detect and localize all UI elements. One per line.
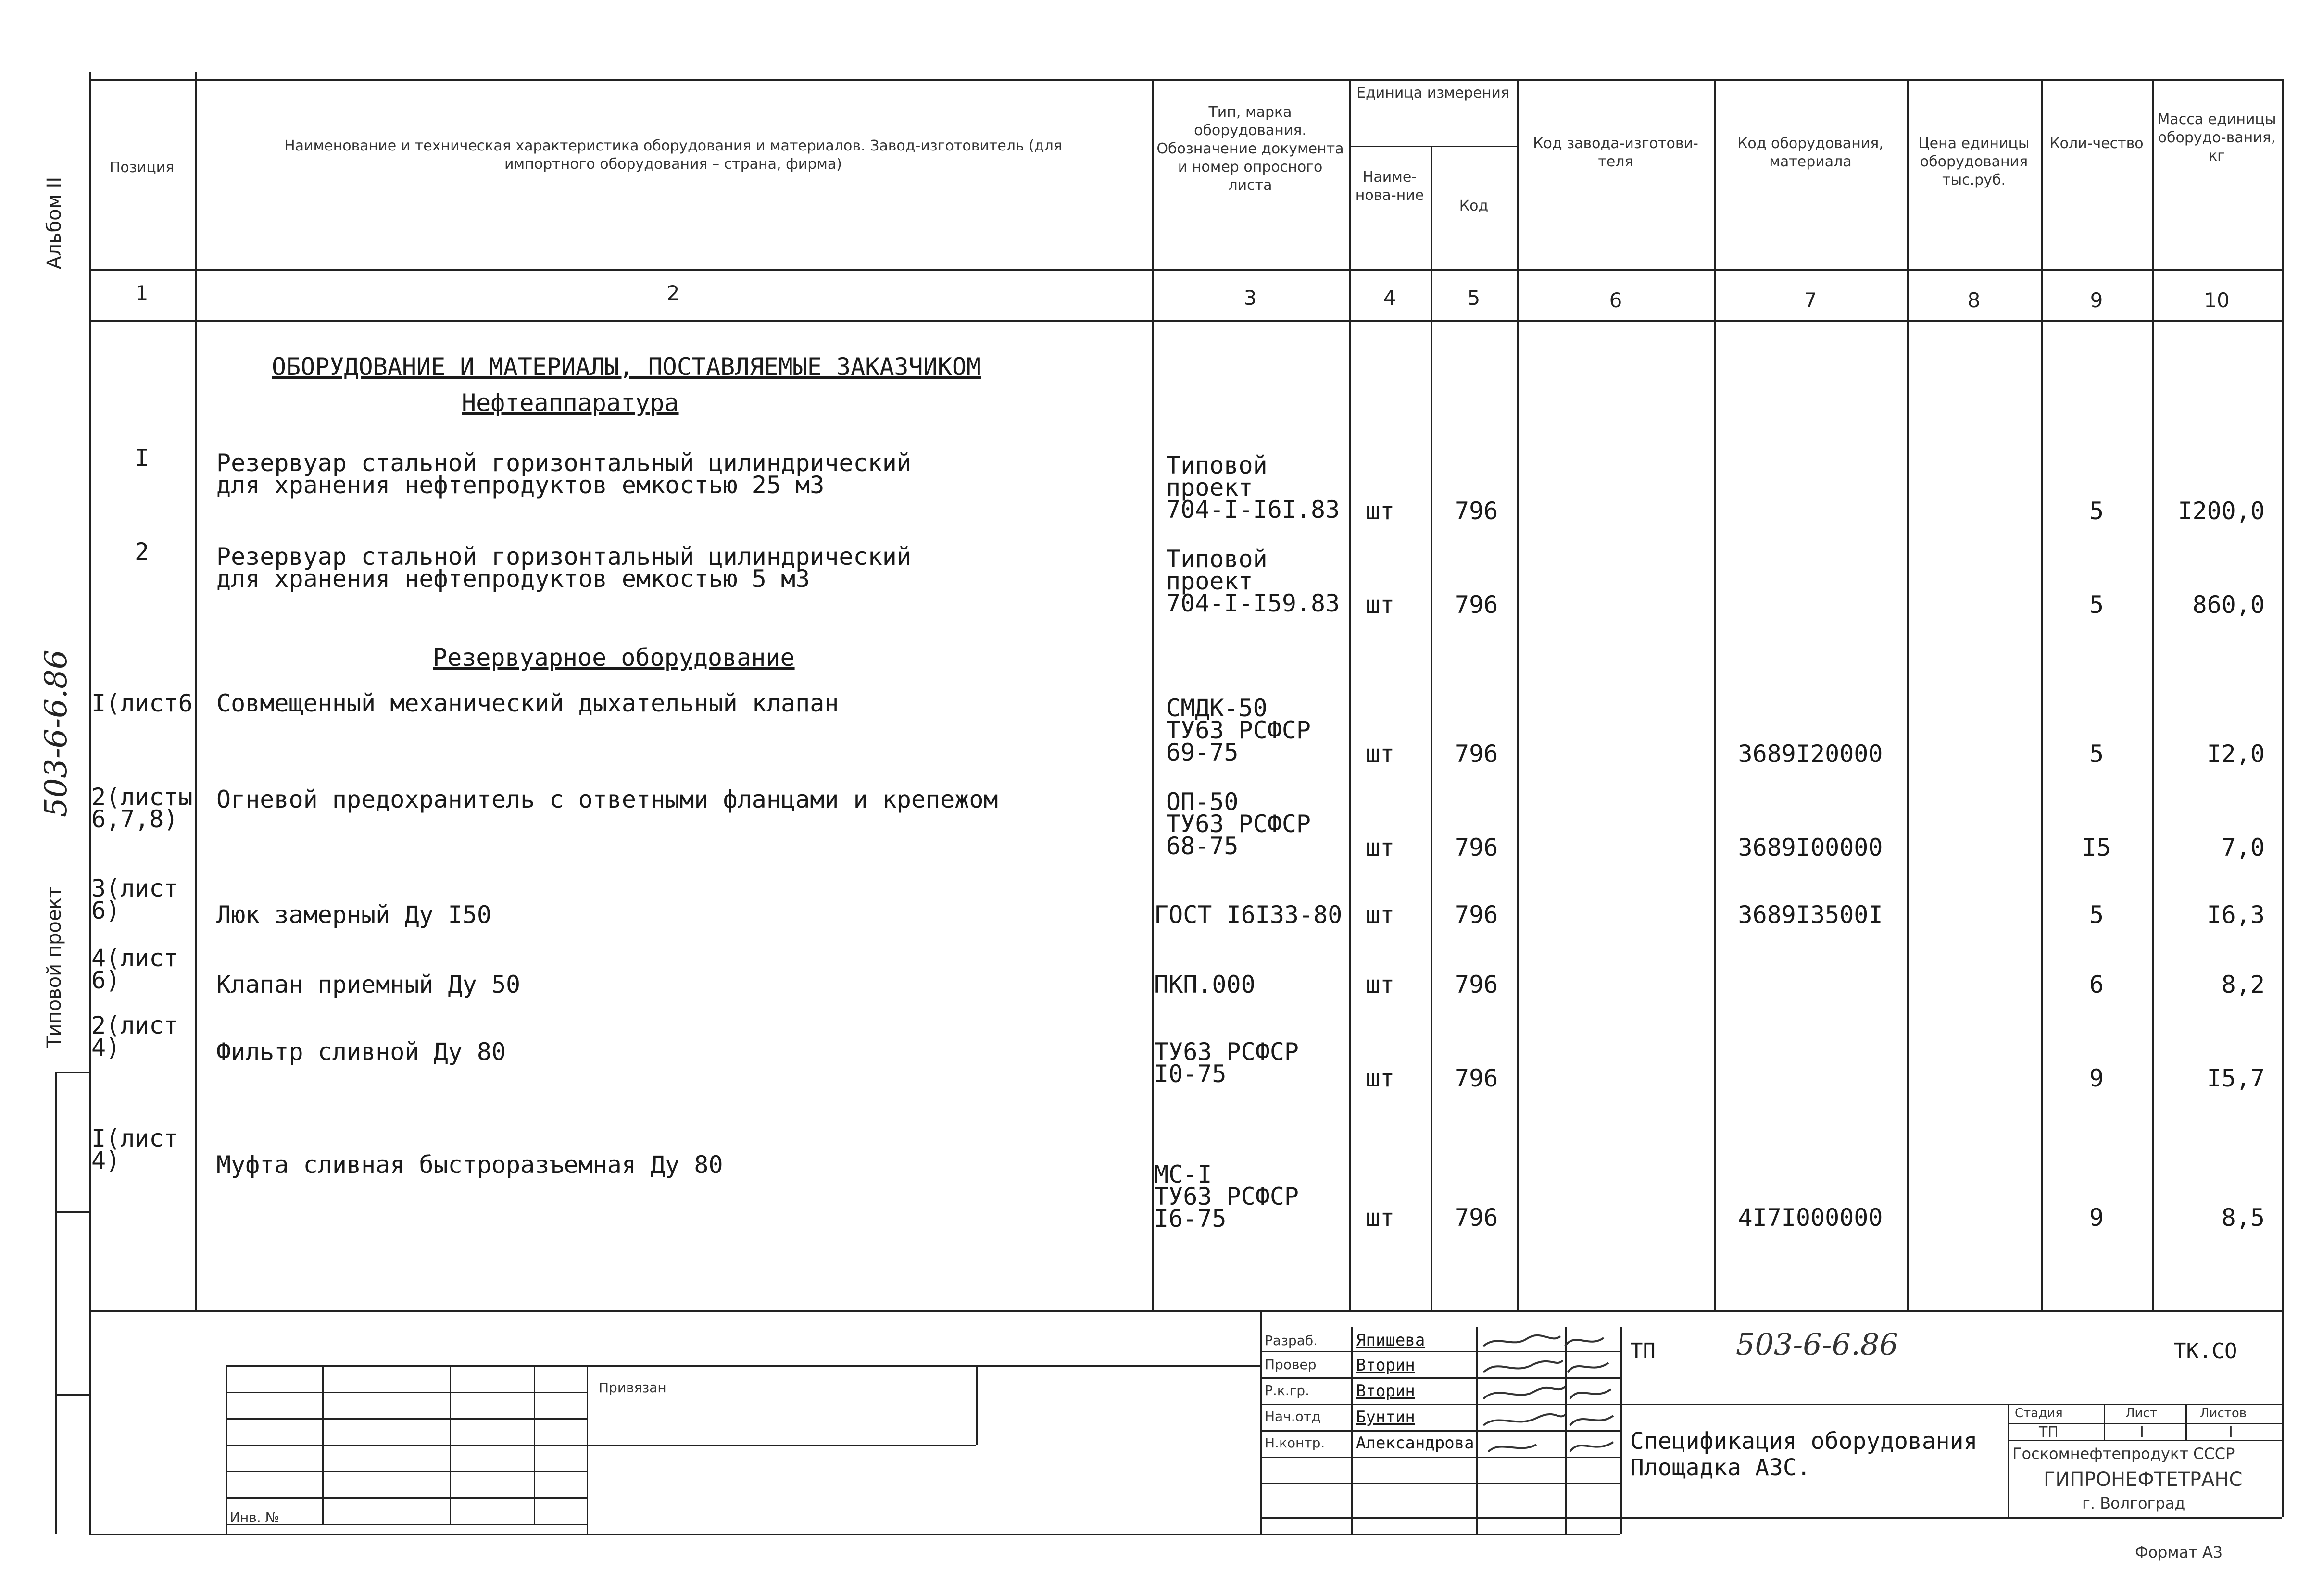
header-position: Позиция [109, 159, 175, 176]
row-unit: шт [1366, 901, 1395, 929]
doc-title-line1: Спецификация оборудования [1630, 1428, 1978, 1455]
section-subtitle: Нефтеаппаратура [462, 389, 679, 417]
sheets-value: I [2229, 1424, 2233, 1441]
header-maker-code: Код завода-изготови-теля [1533, 135, 1698, 170]
row-mass: 8,2 [2221, 971, 2265, 998]
header-name: Наименование и техническая характеристика оборудования и материалов. Завод-изготовитель (для импортного оборудования – страна, фирма) [284, 137, 1062, 173]
row-qty: 5 [2089, 901, 2104, 929]
row-qty: 5 [2089, 740, 2104, 768]
row-name: Совмещенный механический дыхательный клапан [216, 689, 839, 717]
format-label: Формат А3 [2135, 1543, 2223, 1561]
sheets-label: Листов [2200, 1406, 2247, 1421]
row-unit-code: 796 [1455, 1204, 1498, 1232]
sheet-value: I [2140, 1424, 2144, 1441]
stage-value: ТП [2039, 1424, 2059, 1441]
row-position: 2(листы 6,7,8) [91, 783, 193, 833]
row-mass: I200,0 [2178, 497, 2265, 525]
header-unit-name: Наиме-нова-ние [1355, 169, 1424, 204]
row-type: СМДК-50 ТУ63 РСФСР 69-75 [1166, 694, 1311, 766]
name-norm-control: Александрова [1356, 1434, 1474, 1453]
header-mass: Масса единицы оборудо-вания, кг [2157, 111, 2276, 164]
row-unit: шт [1366, 834, 1395, 861]
row-type: ТУ63 РСФСР I0-75 [1154, 1038, 1299, 1088]
row-position: 3(лист 6) [91, 874, 178, 924]
row-name: Клапан приемный Ду 50 [216, 971, 521, 998]
row-mass: 860,0 [2192, 591, 2265, 619]
header-qty: Коли-чество [2049, 135, 2144, 152]
row-unit-code: 796 [1455, 901, 1498, 929]
org-line3: г. Волгоград [2082, 1494, 2185, 1512]
row-position: 2(лист 4) [91, 1011, 178, 1061]
row-qty: 5 [2089, 591, 2104, 619]
col-num-8: 8 [1967, 288, 1981, 312]
row-unit: шт [1366, 740, 1395, 768]
row-type: ГОСТ I6I33-80 [1154, 901, 1343, 929]
col-num-7: 7 [1804, 288, 1817, 312]
project-type-label: Типовой проект [43, 886, 65, 1048]
row-position: 4(лист 6) [91, 944, 178, 994]
row-type: ПКП.000 [1154, 971, 1256, 998]
org-line2: ГИПРОНЕФТЕТРАНС [2044, 1469, 2243, 1491]
inv-label: Инв. № [230, 1509, 279, 1525]
role-checker: Провер [1265, 1357, 1317, 1372]
header-unit-group: Единица измерения [1356, 85, 1509, 101]
header-unit-code: Код [1459, 198, 1489, 214]
row-unit-code: 796 [1455, 591, 1498, 619]
org-line1: Госкомнефтепродукт СССР [2012, 1445, 2235, 1463]
row-unit: шт [1366, 591, 1395, 619]
row-equip-code: 4I7I000000 [1738, 1204, 1883, 1232]
doc-title-line2: Площадка АЗС. [1630, 1454, 1811, 1481]
role-dept-head: Нач.отд [1265, 1409, 1321, 1424]
row-type: Типовой проект 704-I-I59.83 [1166, 545, 1340, 617]
row-mass: I6,3 [2207, 901, 2265, 929]
row-name: Резервуар стальной горизонтальный цилиндрический для хранения нефтепродуктов емкостью 5 м3 [216, 543, 911, 593]
album-label: Альбом II [43, 176, 65, 269]
row-name: Люк замерный Ду I50 [216, 901, 491, 929]
col-num-1: 1 [135, 281, 149, 305]
stage-label: Стадия [2015, 1406, 2063, 1421]
row-qty: I5 [2082, 834, 2111, 861]
col-num-2: 2 [666, 281, 680, 305]
name-developer: Япишева [1356, 1331, 1425, 1350]
margin-code: 503-6-6.86 [38, 649, 74, 817]
role-group-head: Р.к.гр. [1265, 1383, 1309, 1398]
row-unit-code: 796 [1455, 740, 1498, 768]
row-unit: шт [1366, 1204, 1395, 1232]
sheet-label: Лист [2125, 1406, 2157, 1421]
col-num-3: 3 [1243, 286, 1257, 310]
row-unit-code: 796 [1455, 971, 1498, 998]
header-type: Тип, марка оборудования. Обозначение документа и номер опросного листа [1156, 104, 1344, 194]
name-checker: Вторин [1356, 1356, 1415, 1375]
row-unit: шт [1366, 497, 1395, 525]
header-price: Цена единицы оборудования тыс.руб. [1918, 135, 2030, 188]
sheet-code: ТК.СО [2173, 1339, 2237, 1363]
row-name: Фильтр сливной Ду 80 [216, 1038, 506, 1066]
row-name: Муфта сливная быстроразъемная Ду 80 [216, 1151, 723, 1179]
role-developer: Разраб. [1265, 1333, 1318, 1348]
role-norm-control: Н.контр. [1265, 1435, 1325, 1451]
row-position: I(лист 4) [91, 1124, 178, 1174]
row-mass: I2,0 [2207, 740, 2265, 768]
row-unit-code: 796 [1455, 834, 1498, 861]
col-num-6: 6 [1609, 288, 1622, 312]
section-title: ОБОРУДОВАНИЕ И МАТЕРИАЛЫ, ПОСТАВЛЯЕМЫЕ ЗАКАЗЧИКОМ [272, 353, 981, 381]
col-num-5: 5 [1467, 286, 1481, 310]
name-group-head: Вторин [1356, 1382, 1415, 1401]
row-unit-code: 796 [1455, 1064, 1498, 1092]
col-num-9: 9 [2090, 288, 2103, 312]
row-mass: 8,5 [2221, 1204, 2265, 1232]
row-position: I [134, 444, 150, 472]
row-mass: I5,7 [2207, 1064, 2265, 1092]
row-qty: 9 [2089, 1204, 2104, 1232]
row-position: 2 [134, 538, 150, 566]
header-equip-code: Код оборудования, материала [1737, 135, 1884, 170]
doc-code: 503-6-6.86 [1736, 1327, 1898, 1362]
tp-label: ТП [1630, 1339, 1656, 1363]
row-qty: 5 [2089, 497, 2104, 525]
row-unit-code: 796 [1455, 497, 1498, 525]
row-type: МС-I ТУ63 РСФСР I6-75 [1154, 1160, 1299, 1233]
name-dept-head: Бунтин [1356, 1408, 1415, 1427]
row-name: Резервуар стальной горизонтальный цилиндрический для хранения нефтепродуктов емкостью 25 м3 [216, 449, 911, 499]
row-equip-code: 3689I20000 [1738, 740, 1883, 768]
row-name: Огневой предохранитель с ответными фланцами и крепежом [216, 786, 998, 813]
row-equip-code: 3689I3500I [1738, 901, 1883, 929]
col-num-10: 10 [2204, 288, 2230, 312]
row-unit: шт [1366, 971, 1395, 998]
col-num-4: 4 [1383, 286, 1396, 310]
attached-label: Привязан [599, 1380, 666, 1396]
row-type: ОП-50 ТУ63 РСФСР 68-75 [1166, 788, 1311, 860]
row-unit: шт [1366, 1064, 1395, 1092]
row-qty: 6 [2089, 971, 2104, 998]
row-mass: 7,0 [2221, 834, 2265, 861]
section-subtitle-2: Резервуарное оборудование [433, 644, 795, 672]
row-equip-code: 3689I00000 [1738, 834, 1883, 861]
row-position: I(лист6 [91, 689, 193, 717]
row-type: Типовой проект 704-I-I6I.83 [1166, 451, 1340, 524]
row-qty: 9 [2089, 1064, 2104, 1092]
signatures-icon [1479, 1329, 1623, 1483]
